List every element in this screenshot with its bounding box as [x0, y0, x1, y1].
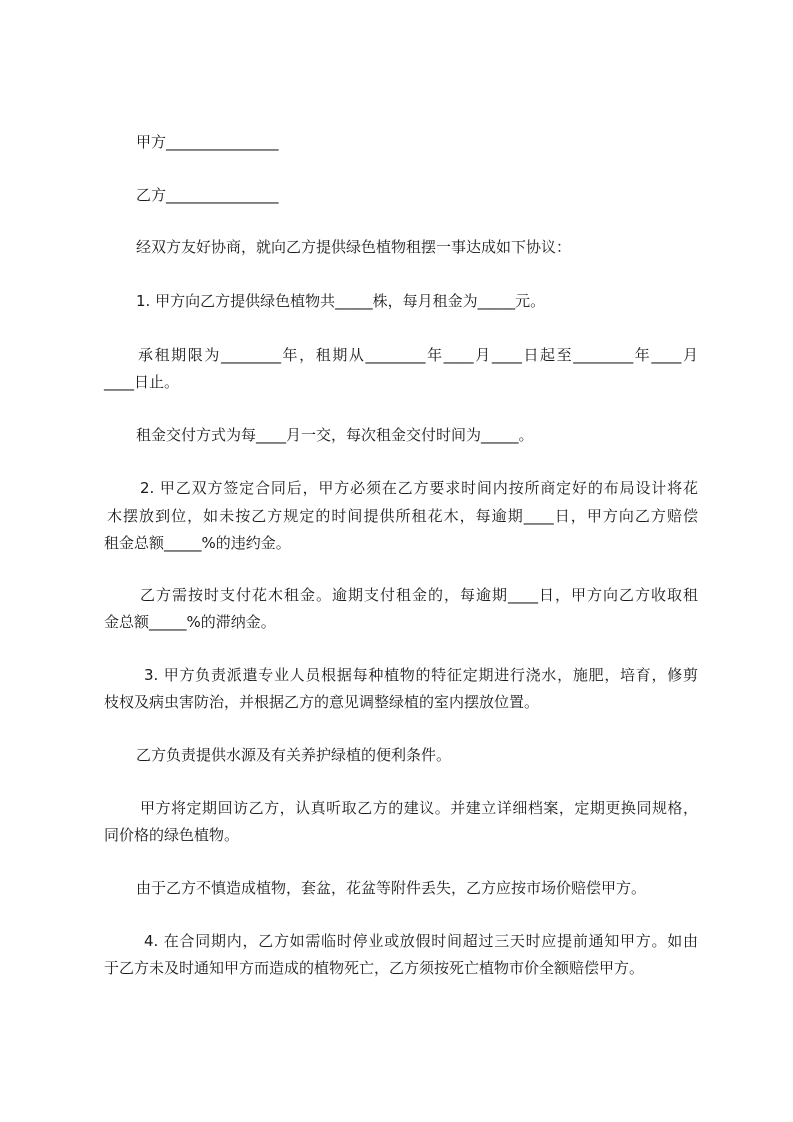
clause-1-line: 1. 甲方向乙方提供绿色植物共_____株，每月租金为_____元。 [136, 292, 546, 310]
clause-4-line-2: 于乙方未及时通知甲方而造成的植物死亡，乙方须按死亡植物市价全额赔偿甲方。 [104, 959, 645, 977]
clause-4-line-1: 4. 在合同期内，乙方如需临时停业或放假时间超过三天时应提前通知甲方。如由 [144, 932, 698, 950]
lease-term-line-2: ____日止。 [104, 373, 180, 391]
clause-2-line-3: 租金总额_____%的违约金。 [104, 534, 291, 552]
party-b-line: 乙方_______________ [136, 186, 279, 204]
party-a-line: 甲方_______________ [136, 133, 279, 151]
late-fee-line-2: 金总额_____%的滞纳金。 [104, 613, 276, 631]
lease-term-line-1: 承租期限为________年，租期从________年____月____日起至________年____月 [138, 346, 698, 364]
payment-method-line: 租金交付方式为每____月一交，每次租金交付时间为_____。 [136, 426, 534, 444]
preamble-line: 经双方友好协商，就向乙方提供绿色植物租摆一事达成如下协议： [136, 238, 572, 256]
late-fee-line-1: 乙方需按时支付花木租金。逾期支付租金的，每逾期____日，甲方向乙方收取租 [140, 586, 698, 604]
clause-3-line-2: 枝杈及病虫害防治，并根据乙方的意见调整绿植的室内摆放位置。 [104, 693, 540, 711]
clause-2-line-2: 木摆放到位，如未按乙方规定的时间提供所租花木，每逾期____日，甲方向乙方赔偿 [107, 507, 698, 525]
revisit-line-1: 甲方将定期回访乙方，认真听取乙方的建议。并建立详细档案，定期更换同规格， [140, 799, 698, 817]
water-supply-line: 乙方负责提供水源及有关养护绿植的便利条件。 [136, 746, 452, 764]
revisit-line-2: 同价格的绿色植物。 [104, 826, 240, 844]
loss-compensation-line: 由于乙方不慎造成植物，套盆，花盆等附件丢失，乙方应按市场价赔偿甲方。 [136, 879, 647, 897]
clause-3-line-1: 3. 甲方负责派遣专业人员根据每种植物的特征定期进行浇水，施肥，培育，修剪 [144, 666, 698, 684]
clause-2-line-1: 2. 甲乙双方签定合同后，甲方必须在乙方要求时间内按所商定好的布局设计将花 [140, 479, 698, 497]
